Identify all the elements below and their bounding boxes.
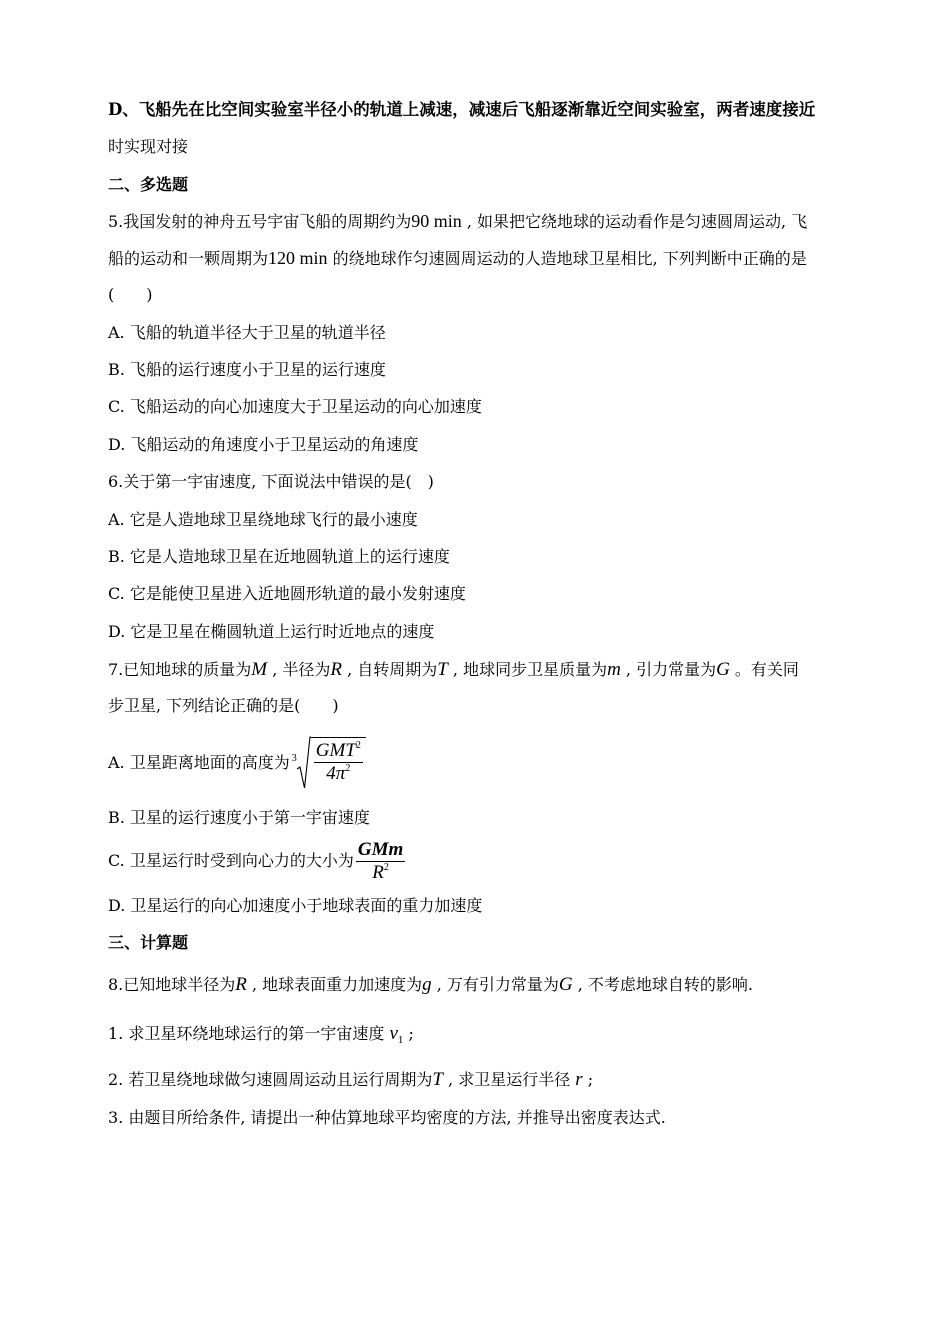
cube-root-formula xyxy=(292,736,366,790)
q6-stem: 6.关于第一宇宙速度, 下面说法中错误的是( ) xyxy=(108,472,434,491)
q8-sub2-text: 2. 若卫星绕地球做匀速圆周运动且运行周期为 xyxy=(108,1070,433,1089)
radicand xyxy=(311,737,366,785)
q8-stem xyxy=(108,973,753,997)
q7-text: , 引力常量为 xyxy=(620,660,717,679)
q8-var-g: g xyxy=(422,974,432,995)
denominator-text: R xyxy=(372,861,384,883)
q6-option-b: B. 它是人造地球卫星在近地圆轨道上的运行速度 xyxy=(108,547,450,566)
q7-option-b: B. 卫星的运行速度小于第一宇宙速度 xyxy=(108,808,370,827)
q4-option-d-line1: D、飞船先在比空间实验室半径小的轨道上减速，减速后飞船逐渐靠近空间实验室，两者速度接近 xyxy=(108,100,816,119)
fraction-numerator xyxy=(314,740,363,763)
q5-period-ship: 90 min xyxy=(411,211,462,231)
q7-var-R: R xyxy=(330,659,342,680)
q7-var-m: m xyxy=(607,659,621,680)
q8-var-r: r xyxy=(575,1069,583,1090)
q8-var-G: G xyxy=(558,974,573,995)
q7-text: , 地球同步卫星质量为 xyxy=(447,660,608,679)
q5-stem-line1 xyxy=(108,209,807,234)
q5-option-b: B. 飞船的运行速度小于卫星的运行速度 xyxy=(108,360,386,379)
section-title-multi-choice: 二、多选题 xyxy=(108,175,189,194)
fraction-numerator: GMm xyxy=(357,838,404,860)
q8-var-T: T xyxy=(432,1069,443,1090)
q8-text: , 万有引力常量为 xyxy=(431,975,559,994)
q6-option-a: A. 它是人造地球卫星绕地球飞行的最小速度 xyxy=(108,510,418,529)
q7-text: 7.已知地球的质量为 xyxy=(108,660,252,679)
denominator-exponent: 2 xyxy=(345,763,351,774)
q5-text: 5.我国发射的神舟五号宇宙飞船的周期约为 xyxy=(108,212,412,231)
q8-sub2 xyxy=(108,1068,593,1092)
q7-var-G: G xyxy=(716,659,730,680)
q8-var-v: v xyxy=(389,1023,398,1044)
q8-text: , 地球表面重力加速度为 xyxy=(246,975,423,994)
q8-sub1-text: 1. 求卫星环绕地球运行的第一宇宙速度 xyxy=(108,1024,390,1043)
q7-var-T: T xyxy=(437,659,448,680)
force-fraction xyxy=(356,839,405,884)
numerator-text: GMT xyxy=(315,740,356,761)
q7-option-c-text: C. 卫星运行时受到向心力的大小为 xyxy=(108,851,354,870)
q8-sub2-text: , 求卫星运行半径 xyxy=(442,1070,576,1089)
q7-text: , 自转周期为 xyxy=(341,660,438,679)
q7-option-d: D. 卫星运行的向心加速度小于地球表面的重力加速度 xyxy=(108,896,483,915)
radical-sign xyxy=(297,736,311,790)
denominator-exponent: 2 xyxy=(383,861,389,873)
q5-period-satellite: 120 min xyxy=(268,248,328,268)
fraction-denominator xyxy=(314,763,363,785)
q8-sub1 xyxy=(108,1022,414,1052)
q7-text: 。有关同 xyxy=(729,660,799,679)
q5-option-c: C. 飞船运动的向心加速度大于卫星运动的向心加速度 xyxy=(108,397,482,416)
q7-option-a-text: A. 卫星距离地面的高度为 xyxy=(108,753,290,772)
q7-text: , 半径为 xyxy=(267,660,331,679)
q5-text: , 如果把它绕地球的运动看作是匀速圆周运动, 飞 xyxy=(461,212,808,231)
q8-sub1-text: ; xyxy=(403,1024,414,1043)
q5-option-d: D. 飞船运动的角速度小于卫星运动的角速度 xyxy=(108,435,419,454)
q8-text: 8.已知地球半径为 xyxy=(108,975,236,994)
q7-stem-line1 xyxy=(108,658,799,682)
q8-sub2-text: ; xyxy=(582,1070,594,1089)
q7-option-c xyxy=(108,838,405,884)
fraction xyxy=(314,740,363,785)
q7-option-a xyxy=(108,735,366,791)
q5-stem-line2 xyxy=(108,246,807,271)
section-title-calculation: 三、计算题 xyxy=(108,933,189,952)
denominator-text: 4π xyxy=(326,763,346,784)
q4-option-d-line2: 时实现对接 xyxy=(108,137,189,156)
q7-stem-line2: 步卫星, 下列结论正确的是( ) xyxy=(108,696,339,715)
q5-option-a: A. 飞船的轨道半径大于卫星的轨道半径 xyxy=(108,323,386,342)
q8-sub3: 3. 由题目所给条件, 请提出一种估算地球平均密度的方法, 并推导出密度表达式. xyxy=(108,1108,666,1127)
numerator-exponent: 2 xyxy=(355,740,361,751)
q8-var-v-subscript: 1 xyxy=(397,1034,404,1046)
q8-var-R: R xyxy=(235,974,247,995)
q5-text: 的绕地球作匀速圆周运动的人造地球卫星相比, 下列判断中正确的是 xyxy=(327,249,807,268)
q7-var-M: M xyxy=(251,659,268,680)
q6-option-c: C. 它是能使卫星进入近地圆形轨道的最小发射速度 xyxy=(108,584,466,603)
q6-option-d: D. 它是卫星在椭圆轨道上运行时近地点的速度 xyxy=(108,622,435,641)
root-index: 3 xyxy=(291,753,297,764)
q5-text: 船的运动和一颗周期为 xyxy=(108,249,269,268)
q8-text: , 不考虑地球自转的影响. xyxy=(572,975,754,994)
q5-answer-blank: ( ) xyxy=(108,285,153,304)
fraction-denominator xyxy=(356,862,405,884)
